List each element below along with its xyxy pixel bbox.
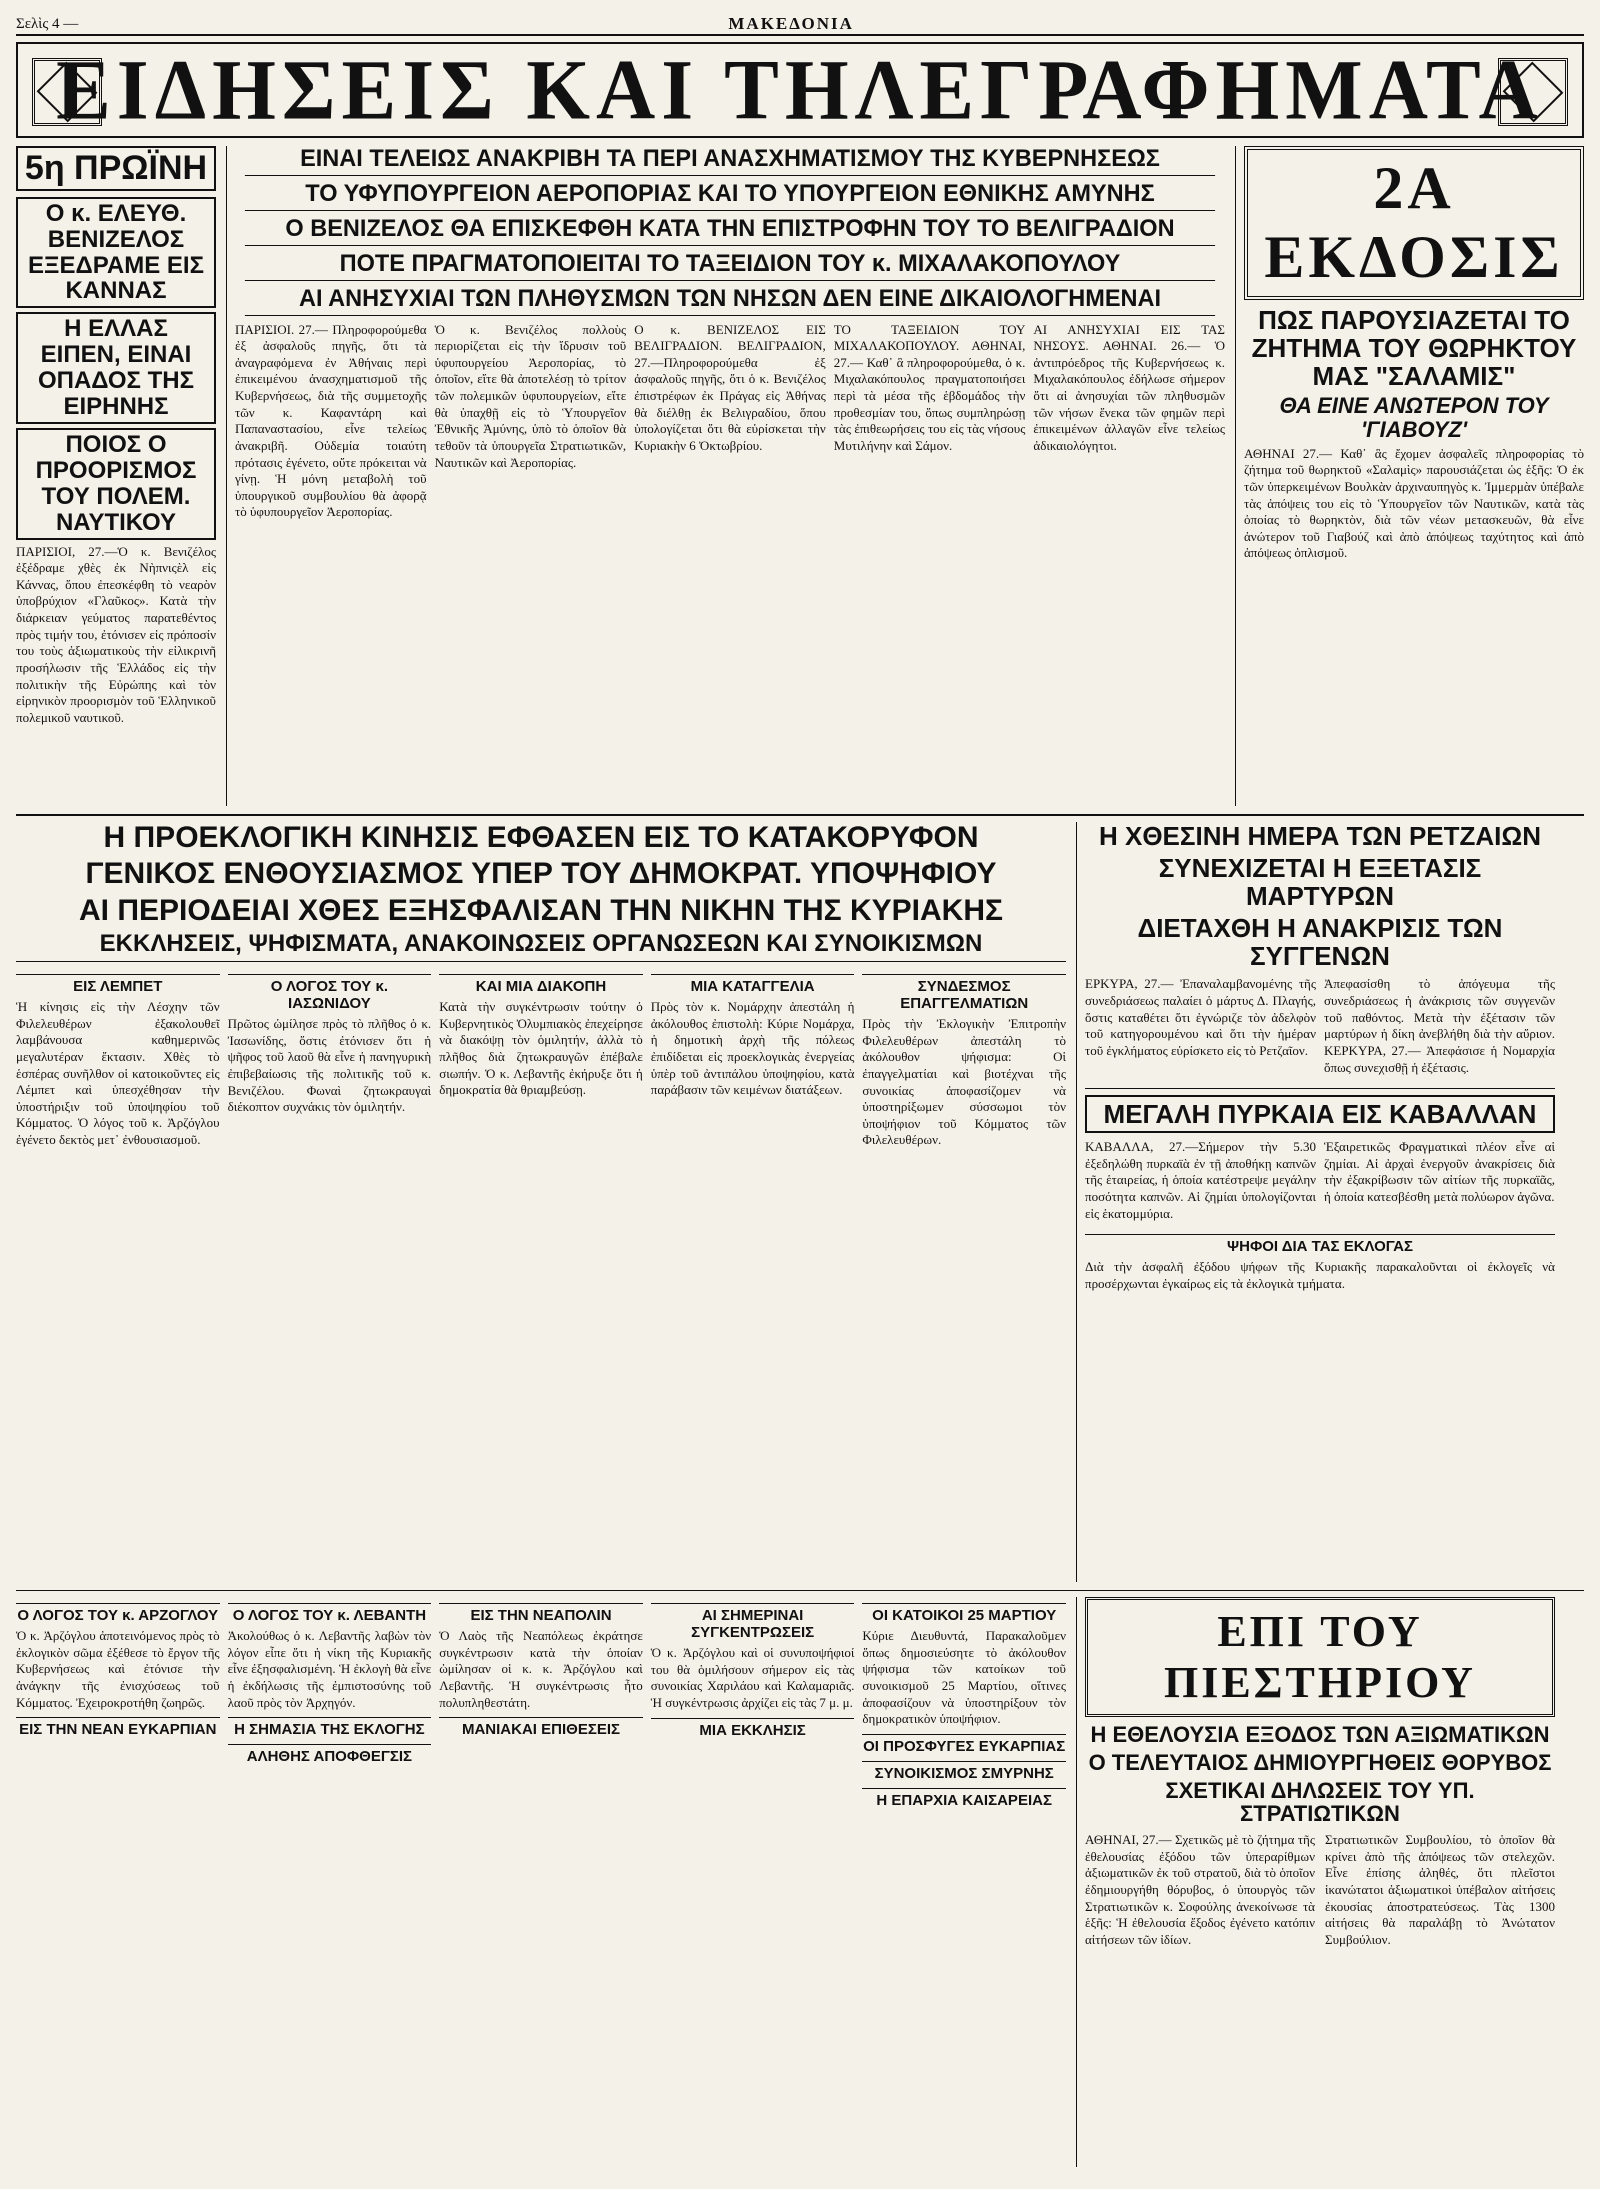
lower-row xyxy=(16,1590,1584,2167)
govt-col-3: Ο κ. ΒΕΝΙΖΕΛΟΣ ΕΙΣ ΒΕΛΙΓΡΑΔΙΟΝ. ΒΕΛΙΓΡΑΔΙΟΝ, 27.—Πληροφορούμεθα ἐξ ἀσφαλοῦς πηγῆς, ὅτι ὁ κ. Βενιζέλος ἐπιστρέφων ἐκ Πράγας εἰς Ἀθήνας θὰ διέλθῃ ἐκ Βελιγραδίου, ὅπου ὑπολογίζεται ὅτι θὰ εὑρίσκεται τὴν Κυριακὴν 6 Ὀκτωβρίου. xyxy=(634,321,826,453)
election-headline-3: ΑΙ ΠΕΡΙΟΔΕΙΑΙ ΧΘΕΣ ΕΞΗΣΦΑΛΙΣΑΝ ΤΗΝ ΝΙΚΗΝ ΤΗΣ ΚΥΡΙΑΚΗΣ xyxy=(79,893,1003,927)
vote-text: Διὰ τὴν ἀσφαλῆ ἐξόδου ψήφων τῆς Κυριακῆς παρακαλοῦνται οἱ ἐκλογεῖς νὰ προσέρχωνται ἐγκαίρως εἰς τὰ ἐκλογικὰ τμήματα. xyxy=(1085,1259,1555,1291)
lower-sub-3: ΕΙΣ ΤΗΝ ΝΕΑΠΟΛΙΝ xyxy=(439,1603,643,1624)
fire-col-2: Ἑξαιρετικῶς Φραγματικαὶ πλέον εἶνε αἱ ζημίαι. Αἱ ἀρχαὶ ἐνεργοῦν ἀνακρίσεις διὰ τὴν ἐξακρίβωσιν τῶν αἰτίων τῆς πυρκαϊᾶς, ἡ ὁποία κατεσβέσθη μετὰ πολύωρον ἀγῶνα. xyxy=(1324,1139,1555,1205)
election-text-5: Πρὸς τὴν Ἐκλογικὴν Ἐπιτροπὴν Φιλελευθέρων ἀπεστάλη τὸ ἀκόλουθον ψήφισμα: Οἱ ἐπαγγελματίαι καὶ βιοτέχναι τῆς συνοικίας ἀποφασίζομεν νὰ ὑποστηρίξωμεν σύσσωμοι τὸν ὑποψήφιον τοῦ Κόμματος τῶν Φιλελευθέρων. xyxy=(862,1016,1066,1148)
banner-title: ΕΙΔΗΣΕΙΣ ΚΑΙ ΤΗΛΕΓΡΑΦΗΜΑΤΑ xyxy=(56,42,1544,138)
election-headline-4: ΕΚΚΛΗΣΕΙΣ, ΨΗΦΙΣΜΑΤΑ, ΑΝΑΚΟΙΝΩΣΕΙΣ ΟΡΓΑΝΩΣΕΩΝ ΚΑΙ ΣΥΝΟΙΚΙΣΜΩΝ xyxy=(16,931,1066,962)
govt-headline-5: ΑΙ ΑΝΗΣΥΧΙΑΙ ΤΩΝ ΠΛΗΘΥΣΜΩΝ ΤΩΝ ΝΗΣΩΝ ΔΕΝ ΕΙΝΕ ΔΙΚΑΙΟΛΟΓΗΜΕΝΑΙ xyxy=(245,286,1215,316)
press-col-1: ΑΘΗΝΑΙ, 27.— Σχετικῶς μὲ τὸ ζήτημα τῆς ἐθελουσίας ἐξόδου τῶν ὑπεραρίθμων ἀξιωματικῶν ἐκ τοῦ στρατοῦ, διὰ τὸ ὁποῖον ἐδημιουργήθη θόρυβος, ὁ ὑπουργὸς τῶν Στρατιωτικῶν κ. Σοφούλης ἀνεκοίνωσε τὰ ἑξῆς: Ἡ ἐθελουσία ἔξοδος ἐγένετο κατόπιν αἰτήσεων τῶν ἰδίων. xyxy=(1085,1832,1315,1947)
fire-headline: ΜΕΓΑΛΗ ΠΥΡΚΑΙΑ ΕΙΣ ΚΑΒΑΛΛΑΝ xyxy=(1085,1095,1555,1133)
lower-sub-extra-8: Η ΕΠΑΡΧΙΑ ΚΑΙΣΑΡΕΙΑΣ xyxy=(862,1788,1066,1809)
govt-headline-4: ΠΟΤΕ ΠΡΑΓΜΑΤΟΠΟΙΕΙΤΑΙ ΤΟ ΤΑΞΕΙΔΙΟΝ ΤΟΥ κ. ΜΙΧΑΛΑΚΟΠΟΥΛΟΥ xyxy=(245,251,1215,281)
lower-text-4: Ὁ κ. Ἀρζόγλου καὶ οἱ συνυποψήφιοί του θὰ ὁμιλήσουν σήμερον εἰς τὰς συνοικίας Χαριλάου καὶ Καλαμαριᾶς. Ἡ συγκέντρωσις ἀρχίζει εἰς τὰς 7 μ. μ. xyxy=(650,1645,855,1710)
lower-col-3 xyxy=(439,1597,643,1813)
government-article xyxy=(226,146,1225,806)
navy-heading: ΠΟΙΟΣ Ο ΠΡΟΟΡΙΣΜΟΣ ΤΟΥ ΠΟΛΕΜ. ΝΑΥΤΙΚΟΥ xyxy=(16,428,216,540)
retzai-col-2: Ἀπεφασίσθη τὸ ἀπόγευμα τῆς συνεδριάσεως ἡ ἀνάκρισις τῶν συγγενῶν τοῦ παθόντος. Μετὰ τὴν ἐξέτασιν τῶν μαρτύρων ἡ δίκη ἀνεβλήθη διὰ τὴν αὔριον. ΚΕΡΚΥΡΑ, 27.— Ἀπεφάσισε ἡ Νομαρχία ὅπως συνεχισθῇ ἡ ἐξέτασις. xyxy=(1324,976,1555,1075)
election-sub-4: ΜΙΑ ΚΑΤΑΓΓΕΛΙΑ xyxy=(651,974,855,995)
lower-col-5 xyxy=(862,1597,1066,1813)
section-banner xyxy=(16,42,1584,138)
lower-text-5: Κύριε Διευθυντά, Παρακαλοῦμεν ὅπως δημοσιεύσητε τὸ ἀκόλουθον ψήφισμα τῶν κατοίκων τοῦ συνοικισμοῦ 25 Μαρτίου, οἵτινες ἀποφασίζουν νὰ ὑποστηρίξουν τὸν δημοκρατικὸν ὑποψήφιον. xyxy=(862,1628,1066,1727)
vote-heading: ΨΗΦΟΙ ΔΙΑ ΤΑΣ ΕΚΛΟΓΑΣ xyxy=(1085,1234,1555,1255)
lower-text-1: Ὁ κ. Ἀρζόγλου ἀποτεινόμενος πρὸς τὸ ἐκλογικὸν σῶμα ἐξέθεσε τὸ ἔργον τῆς Κυβερνήσεως καὶ ἐτόνισε τὴν ἀνάγκην τῆς ἐνισχύσεως τοῦ Κόμματος. Ἐχειροκροτήθη ζωηρῶς. xyxy=(16,1628,220,1710)
press-headline-1: Η ΕΘΕΛΟΥΣΙΑ ΕΞΟΔΟΣ ΤΩΝ ΑΞΙΩΜΑΤΙΚΩΝ xyxy=(1090,1722,1550,1747)
govt-col-2: Ὁ κ. Βενιζέλος πολλοὺς περιορίζεται εἰς τὴν ἵδρυσιν τοῦ ὑφυπουργείου Ἀεροπορίας, τὸ ὁποῖον, εἴτε θὰ ἀποτελέσῃ τὸ τρίτον τῶν πολεμικῶν ὑφυπουργείων, εἴτε θὰ ὑπαχθῇ εἰς τὸ Ὑπουργεῖον Ἐθνικῆς Ἀμύνης, ὑπὸ τὸ ὁποῖον θὰ τεθοῦν τὰ ὑπουργεῖα Στρατιωτικῶν, Ναυτικῶν καὶ Ἀεροπορίας. xyxy=(434,321,627,470)
govt-headline-2: ΤΟ ΥΦΥΠΟΥΡΓΕΙΟΝ ΑΕΡΟΠΟΡΙΑΣ ΚΑΙ ΤΟ ΥΠΟΥΡΓΕΙΟΝ ΕΘΝΙΚΗΣ ΑΜΥΝΗΣ xyxy=(245,181,1215,211)
election-article xyxy=(16,822,1066,1582)
lower-col-2 xyxy=(228,1597,432,1813)
retzai-headline-3: ΔΙΕΤΑΧΘΗ Η ΑΝΑΚΡΙΣΙΣ ΤΩΝ ΣΥΓΓΕΝΩΝ xyxy=(1137,913,1503,972)
govt-col-4: ΤΟ ΤΑΞΕΙΔΙΟΝ ΤΟΥ ΜΙΧΑΛΑΚΟΠΟΥΛΟΥ. ΑΘΗΝΑΙ, 27.— Καθ᾽ ἃ πληροφορούμεθα, ὁ κ. Μιχαλακόπουλος πραγματοποιήσει περὶ τὰ μέσα τῆς ἑβδομάδος τὴν προθεσμίαν του, ὅπως συμπληρώσῃ τὰς ἐπιθεωρήσεις του εἰς τὰς νήσους Μυτιλήνην καὶ Σάμον. xyxy=(833,321,1026,453)
second-edition-column xyxy=(1235,146,1584,806)
lower-sub-extra-1: ΕΙΣ ΤΗΝ ΝΕΑΝ ΕΥΚΑΡΠΙΑΝ xyxy=(16,1717,220,1738)
election-sub-2: Ο ΛΟΓΟΣ ΤΟΥ κ. ΙΑΣΩΝΙΔΟΥ xyxy=(228,974,432,1012)
election-sub-1: ΕΙΣ ΛΕΜΠΕΤ xyxy=(16,974,220,995)
left-column xyxy=(16,146,216,806)
lower-sub-2: Ο ΛΟΓΟΣ ΤΟΥ κ. ΛΕΒΑΝΤΗ xyxy=(228,1603,432,1624)
paper-name: ΜΑΚΕΔΟΝΙΑ xyxy=(728,14,854,33)
election-text-4: Πρὸς τὸν κ. Νομάρχην ἀπεστάλη ἡ ἀκόλουθος ἐπιστολὴ: Κύριε Νομάρχα, ἡ δημοτικὴ ἀρχὴ τῆς πόλεως ἐπιδίδεται εἰς προεκλογικὰς ἐνεργείας ὑπὲρ τοῦ ἀντιπάλου ὑποψηφίου, κατὰ παράβασιν τῶν κειμένων διατάξεων. xyxy=(650,999,855,1098)
govt-col-1: ΠΑΡΙΣΙΟΙ. 27.— Πληροφορούμεθα ἐξ ἀσφαλοῦς πηγῆς, ὅτι τὰ ἀναγραφόμενα ἐν Ἀθήναις περὶ ἐπικειμένου ἀνασχηματισμοῦ τῆς Κυβερνήσεως, διὰ τῆς συμμετοχῆς τῶν κ. Καφαντάρη καὶ Παπαναστασίου, εἶνε τελείως ἀνακριβῆ. Οὐδεμία τοιαύτη πρότασις ἐγένετο, οὔτε πρόκειται νὰ γίνῃ. Ἡ μόνη μεταβολὴ τοῦ ὑπουργικοῦ συμβουλίου θὰ ἀφορᾷ τὸ ὑφυπουργεῖον Ἀεροπορίας. xyxy=(235,321,427,520)
edition-heading: 5η ΠΡΩΪΝΗ xyxy=(16,146,216,191)
election-text-1: Ἡ κίνησις εἰς τὴν Λέσχην τῶν Φιλελευθέρων ἐξακολουθεῖ λαμβάνουσα καθημερινῶς μεγαλυτέραν ἔκτασιν. Χθὲς τὸ ἑσπέρας συνῆλθον οἱ κατοικοῦντες εἰς Λέμπετ καὶ ὑπεσχέθησαν τὴν ὑποστήριξιν τοῦ ὑποψηφίου τοῦ Κόμματος. Ὁ λόγος τοῦ κ. Ἀρζόγλου ἐγένετο δεκτὸς μετ᾽ ἐνθουσιασμοῦ. xyxy=(16,999,220,1148)
lower-text-3: Ὁ Λαὸς τῆς Νεαπόλεως ἐκράτησε συγκέντρωσιν κατὰ τὴν ὁποίαν ὡμίλησαν οἱ κ. κ. Ἀρζόγλου καὶ Λεβαντῆς. Ἡ συγκέντρωσις ἦτο πολυπληθεστάτη. xyxy=(439,1628,643,1710)
venizelos-heading: Ο κ. ΕΛΕΥΘ. ΒΕΝΙΖΕΛΟΣ ΕΞΕΔΡΑΜΕ ΕΙΣ ΚΑΝΝΑΣ xyxy=(16,197,216,309)
election-col-3 xyxy=(439,968,643,1155)
lower-election-columns xyxy=(16,1597,1066,2167)
second-edition-title: 2Α ΕΚΔΟΣΙΣ xyxy=(1244,146,1584,300)
retzai-col-1: ΕΡΚΥΡΑ, 27.— Ἐπαναλαμβανομένης τῆς συνεδριάσεως παλαίει ὁ μάρτυς Δ. Πλαγής, ὅστις καταθέτει ὅτι ἐγνώριζε τὸν ἀδελφὸν τοῦ κατηγορουμένου καὶ ὅτι τὴν ἡμέραν τοῦ ἐγκλήματος εὑρίσκετο εἰς τὸ Ρετζαῖον. xyxy=(1085,976,1316,1058)
govt-headline-3: Ο ΒΕΝΙΖΕΛΟΣ ΘΑ ΕΠΙΣΚΕΦΘΗ ΚΑΤΑ ΤΗΝ ΕΠΙΣΤΡΟΦΗΝ ΤΟΥ ΤΟ ΒΕΛΙΓΡΑΔΙΟΝ xyxy=(245,216,1215,246)
retzai-headline-2: ΣΥΝΕΧΙΖΕΤΑΙ Η ΕΞΕΤΑΣΙΣ ΜΑΡΤΥΡΩΝ xyxy=(1158,853,1482,912)
press-headline-2: Ο ΤΕΛΕΥΤΑΙΟΣ ΔΗΜΙΟΥΡΓΗΘΕΙΣ ΘΟΡΥΒΟΣ xyxy=(1088,1749,1552,1775)
press-headline-3: ΣΧΕΤΙΚΑΙ ΔΗΛΩΣΕΙΣ ΤΟΥ ΥΠ. ΣΤΡΑΤΙΩΤΙΚΩΝ xyxy=(1165,1777,1475,1827)
govt-col-5: ΑΙ ΑΝΗΣΥΧΙΑΙ ΕΙΣ ΤΑΣ ΝΗΣΟΥΣ. ΑΘΗΝΑΙ. 26.— Ὁ ἀντιπρόεδρος τῆς Κυβερνήσεως κ. Μιχαλακόπουλος ἐδήλωσε σήμερον ὅτι αἱ ἀνησυχίαι τῶν πληθυσμῶν τῶν νήσων ἕνεκα τῶν φημῶν περὶ ἐπικειμένων ἀλλαγῶν εἶνε τελείως ἀδικαιολόγητοι. xyxy=(1033,321,1225,453)
election-text-2: Πρῶτος ὡμίλησε πρὸς τὸ πλῆθος ὁ κ. Ἰασωνίδης, ὅστις ἐτόνισεν ὅτι ἡ ψῆφος τοῦ λαοῦ θὰ εἶνε ἡ πανηγυρικὴ ἐπιβεβαίωσις τῆς πολιτικῆς τοῦ κ. Βενιζέλου. Φωναὶ ζητωκραυγαὶ διέκοπτον συχνάκις τὸν ὁμιλητήν. xyxy=(227,1016,432,1115)
press-col-2: Στρατιωτικῶν Συμβουλίου, τὸ ὁποῖον θὰ κρίνει ἀπὸ τῆς ἀπόψεως τῶν στελεχῶν. Εἶνε ἐπίσης ἀληθές, ὅτι πλεῖστοι ἱκανώτατοι ἀξιωματικοὶ ὑπέβαλον αἰτήσεις ἐκουσίας ἀποστρατεύσεως. Τὰς 1300 αἰτήσεις θὰ παραλάβῃ τὸ Ἀνώτατον Συμβούλιον. xyxy=(1325,1832,1555,1947)
folio-line xyxy=(16,14,1584,34)
middle-row xyxy=(16,814,1584,1582)
election-col-5 xyxy=(862,968,1066,1155)
election-col-1 xyxy=(16,968,220,1155)
yavuz-heading: ΘΑ ΕΙΝΕ ΑΝΩΤΕΡΟΝ ΤΟΥ 'ΓΙΑΒΟΥΖ' xyxy=(1279,393,1549,442)
lower-sub-extra-6: ΟΙ ΠΡΟΣΦΥΓΕΣ ΕΥΚΑΡΠΙΑΣ xyxy=(862,1734,1066,1755)
lower-col-1 xyxy=(16,1597,220,1813)
election-col-2 xyxy=(228,968,432,1155)
retzai-article xyxy=(1076,822,1555,1582)
salamis-article: ΑΘΗΝΑΙ 27.— Καθ᾽ ἃς ἔχομεν ἀσφαλεῖς πληροφορίας τὸ ζήτημα τοῦ θωρηκτοῦ «Σαλαμὶς» παρουσιάζεται ὡς ἑξῆς: Ὁ ἐκ τῶν ὑπερκειμένων Βουλκὰν ἀρχιναυπηγὸς κ. Ἰμμερμὰν ὑπέβαλε τὰς ἀπόψεις του εἰς τὸ Ὑπουργεῖον τῶν Ναυτικῶν, κατὰ τὰς ὁποίας τὸ θωρηκτὸν, διὰ τῶν νέων μετασκευῶν, θὰ εἶνε ἀνώτερον τοῦ Γιαβούζ καὶ ἀπὸ ἀπόψεως ταχύτητος καὶ ἀπὸ ἀπόψεως ὁπλισμοῦ. xyxy=(1244,445,1584,561)
lower-sub-5: ΟΙ ΚΑΤΟΙΚΟΙ 25 ΜΑΡΤΙΟΥ xyxy=(862,1603,1066,1624)
election-sub-3: ΚΑΙ ΜΙΑ ΔΙΑΚΟΠΗ xyxy=(439,974,643,995)
lower-text-2: Ἀκολούθως ὁ κ. Λεβαντῆς λαβὼν τὸν λόγον εἶπε ὅτι ἡ νίκη τῆς Κυριακῆς εἶνε ἐξησφαλισμένη. Ἡ ἐκλογὴ θὰ εἶνε ἡ ἐκδήλωσις τῆς ἐμπιστοσύνης τοῦ λαοῦ πρὸς τὸν Ἀρχηγόν. xyxy=(227,1628,432,1710)
election-col-4 xyxy=(651,968,855,1155)
lower-sub-extra-7: ΣΥΝΟΙΚΙΣΜΟΣ ΣΜΥΡΝΗΣ xyxy=(862,1761,1066,1782)
newspaper-page xyxy=(16,14,1584,2159)
left-article: ΠΑΡΙΣΙΟΙ, 27.—Ὁ κ. Βενιζέλος ἐξέδραμε χθὲς ἐκ Νὴπνιςὲλ εἰς Κάννας, ὅπου ἐπεσκέφθη τὸ νεαρὸν ὑποβρύχιον «Γλαῦκος». Κατὰ τὴν διάρκειαν γεύματος παρατεθέντος πρὸς τιμήν του, ἐτόνισεν εἰς πρόποσίν του τοὺς ἀξιωματικοὺς τὴν εἰλικρινῆ προσήλωσιν τῆς Ἑλλάδος εἰς τὴν πολιτικὴν τῆς Εὐρώπης καὶ τὸν εἰρηνικὸν προορισμὸν τοῦ Ἑλληνικοῦ πολεμικοῦ ναυτικοῦ. xyxy=(16,543,216,725)
lower-sub-4: ΑΙ ΣΗΜΕΡΙΝΑΙ ΣΥΓΚΕΝΤΡΩΣΕΙΣ xyxy=(651,1603,855,1641)
peace-heading: Η ΕΛΛΑΣ ΕΙΠΕΝ, ΕΙΝΑΙ ΟΠΑΔΟΣ ΤΗΣ ΕΙΡΗΝΗΣ xyxy=(16,312,216,424)
election-text-3: Κατὰ τὴν συγκέντρωσιν τούτην ὁ Κυβερνητικὸς Ὀλυμπιακὸς ἐπεχείρησε νὰ διακόψῃ τὸν ὁμιλητήν, ἀλλὰ τὸ πλῆθος διὰ ζητωκραυγῶν ἐπέβαλε σιωπήν. Ὁ κ. Λεβαντῆς ἐκήρυξε ὅτι ἡ δημοκρατία θὰ θριαμβεύσῃ. xyxy=(439,999,643,1098)
top-row xyxy=(16,146,1584,806)
lower-sub-extra-2: Η ΣΗΜΑΣΙΑ ΤΗΣ ΕΚΛΟΓΗΣ xyxy=(228,1717,432,1738)
govt-headline-1: ΕΙΝΑΙ ΤΕΛΕΙΩΣ ΑΝΑΚΡΙΒΗ ΤΑ ΠΕΡΙ ΑΝΑΣΧΗΜΑΤΙΣΜΟΥ ΤΗΣ ΚΥΒΕΡΝΗΣΕΩΣ xyxy=(245,146,1215,176)
lower-sub-extra-4: ΜΑΝΙΑΚΑΙ ΕΠΙΘΕΣΕΙΣ xyxy=(439,1717,643,1738)
lower-sub-1: Ο ΛΟΓΟΣ ΤΟΥ κ. ΑΡΖΟΓΛΟΥ xyxy=(16,1603,220,1624)
ornament-right-icon xyxy=(1498,58,1568,126)
retzai-headline-1: Η ΧΘΕΣΙΝΗ ΗΜΕΡΑ ΤΩΝ ΡΕΤΖΑΙΩΝ xyxy=(1098,822,1542,851)
lower-sub-extra-5: ΜΙΑ ΕΚΚΛΗΣΙΣ xyxy=(651,1718,855,1739)
page-number: Σελὶς 4 — xyxy=(16,15,79,32)
election-headline-1: Η ΠΡΟΕΚΛΟΓΙΚΗ ΚΙΝΗΣΙΣ ΕΦΘΑΣΕΝ ΕΙΣ ΤΟ ΚΑΤΑΚΟΡΥΦΟΝ xyxy=(103,822,979,854)
press-article xyxy=(1076,1597,1555,2167)
election-sub-5: ΣΥΝΔΕΣΜΟΣ ΕΠΑΓΓΕΛΜΑΤΙΩΝ xyxy=(862,974,1066,1012)
lower-sub-extra-3: ΑΛΗΘΗΣ ΑΠΟΦΘΕΓΣΙΣ xyxy=(228,1744,432,1765)
salamis-heading: ΠΩΣ ΠΑΡΟΥΣΙΑΖΕΤΑΙ ΤΟ ΖΗΤΗΜΑ ΤΟΥ ΘΩΡΗΚΤΟΥ ΜΑΣ "ΣΑΛΑΜΙΣ" xyxy=(1251,305,1577,392)
fire-col-1: ΚΑΒΑΛΛΑ, 27.—Σήμερον τὴν 5.30 ἐξεδηλώθη πυρκαϊὰ ἐν τῇ ἀποθήκῃ καπνῶν τῆς ἑταιρείας, ἡ ὁποία κατέστρεψε μεγάλην ποσότητα καπνῶν. Αἱ ζημίαι ὑπολογίζονται εἰς ἑκατομμύρια. xyxy=(1085,1139,1316,1221)
press-banner: ΕΠΙ ΤΟΥ ΠΙΕΣΤΗΡΙΟΥ xyxy=(1085,1597,1555,1717)
election-headline-2: ΓΕΝΙΚΟΣ ΕΝΘΟΥΣΙΑΣΜΟΣ ΥΠΕΡ ΤΟΥ ΔΗΜΟΚΡΑΤ. ΥΠΟΨΗΦΙΟΥ xyxy=(85,857,997,891)
lower-col-4 xyxy=(651,1597,855,1813)
